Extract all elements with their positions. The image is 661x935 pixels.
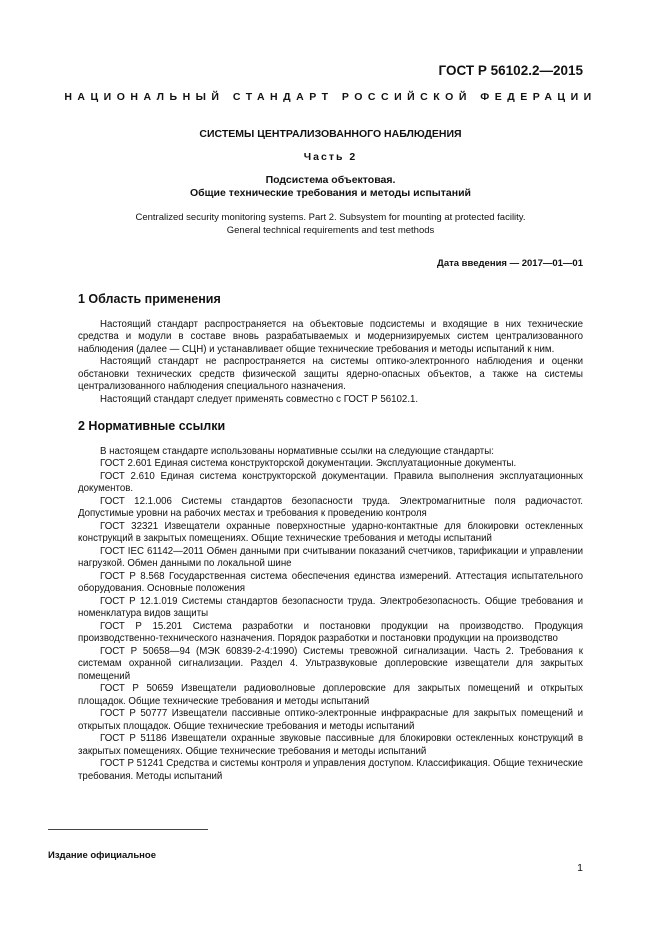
reference-item: ГОСТ Р 8.568 Государственная система обеспечения единства измерений. Аттестация испытательного оборудования. Основные положения — [78, 570, 583, 594]
page-number: 1 — [577, 862, 583, 874]
reference-item: ГОСТ Р 51186 Извещатели охранные звуковые пассивные для блокировки остекленных конструкций в закрытых помещениях. Общие технические требования и методы испытаний — [78, 733, 583, 757]
reference-item: ГОСТ 2.610 Единая система конструкторской документации. Правила выполнения эксплуатационных документов. — [78, 470, 583, 494]
english-title — [60, 212, 601, 237]
english-title-line-1: Centralized security monitoring systems. Part 2. Subsystem for mounting at protected facility. — [135, 212, 526, 223]
reference-item: ГОСТ Р 50777 Извещатели пассивные оптико-электронные инфракрасные для закрытых помещений и открытых площадок. Общие технические требования и методы испытаний — [78, 708, 583, 732]
english-title-line-2: General technical requirements and test methods — [226, 224, 435, 236]
reference-item: ГОСТ Р 51241 Средства и системы контроля и управления доступом. Классификация. Общие технические требования. Методы испытаний — [78, 758, 583, 782]
section-1-paragraph: Настоящий стандарт распространяется на объектовые подсистемы и входящие в них технические средства и модули в составе вновь разрабатываемых и модернизируемых систем централизованного наблюдения (далее — СЦН) и устанавливает общие технические требования и методы испытаний к ним. — [78, 318, 583, 355]
introduction-date: Дата введения — 2017—01—01 — [437, 258, 583, 269]
reference-item: ГОСТ Р 12.1.019 Системы стандартов безопасности труда. Электробезопасность. Общие требования и номенклатура видов защиты — [78, 595, 583, 619]
footer-divider — [48, 829, 208, 830]
reference-item: ГОСТ IEC 61142—2011 Обмен данными при считывании показаний счетчиков, тарификации и управлении нагрузкой. Обмен данными по локальной шине — [78, 545, 583, 569]
subtitle-line-1: Подсистема объектовая. — [265, 174, 396, 186]
reference-item: ГОСТ 12.1.006 Системы стандартов безопасности труда. Электромагнитные поля радиочастот. Допустимые уровни на рабочих местах и требования к проведению контроля — [78, 495, 583, 519]
document-title: СИСТЕМЫ ЦЕНТРАЛИЗОВАННОГО НАБЛЮДЕНИЯ — [199, 128, 462, 140]
document-body — [78, 288, 583, 783]
reference-item: ГОСТ Р 15.201 Система разработки и постановки продукции на производство. Продукция производственно-технического назначения. Порядок разработки и постановки продукции на производство — [78, 620, 583, 644]
national-standard-banner: НАЦИОНАЛЬНЫЙ СТАНДАРТ РОССИЙСКОЙ ФЕДЕРАЦИИ — [64, 91, 597, 103]
title-block — [60, 128, 601, 237]
subtitle — [60, 174, 601, 200]
part-label: Часть 2 — [303, 151, 358, 163]
section-2-intro: В настоящем стандарте использованы нормативные ссылки на следующие стандарты: — [100, 445, 494, 457]
reference-item: ГОСТ Р 50658—94 (МЭК 60839-2-4:1990) Системы тревожной сигнализации. Часть 2. Требования к системам охранной сигнализации. Раздел 4. Ультразвуковые доплеровские извещатели для закрытых помещений — [78, 645, 583, 682]
section-1-paragraph: Настоящий стандарт следует применять совместно с ГОСТ Р 56102.1. — [100, 393, 419, 405]
section-1-heading: 1 Область применения — [78, 292, 221, 306]
section-1-paragraph: Настоящий стандарт не распространяется на системы оптико-электронного наблюдения и оценки обстановки технических средств физической защиты ядерно-опасных объектов, а также на системы централизованного наблюдения специального назначения. — [78, 356, 583, 392]
subtitle-line-2: Общие технические требования и методы испытаний — [190, 187, 471, 199]
reference-item: ГОСТ Р 50659 Извещатели радиоволновые доплеровские для закрытых помещений и открытых площадок. Общие технические требования и методы испытаний — [78, 683, 583, 707]
standard-code: ГОСТ Р 56102.2—2015 — [438, 63, 583, 78]
section-2-heading: 2 Нормативные ссылки — [78, 419, 226, 433]
reference-item: ГОСТ 32321 Извещатели охранные поверхностные ударно-контактные для блокировки остекленных конструкций в закрытых помещениях. Общие технические требования и методы испытаний — [78, 520, 583, 544]
reference-item: ГОСТ 2.601 Единая система конструкторской документации. Эксплуатационные документы. — [100, 458, 517, 469]
edition-label: Издание официальное — [48, 850, 156, 861]
